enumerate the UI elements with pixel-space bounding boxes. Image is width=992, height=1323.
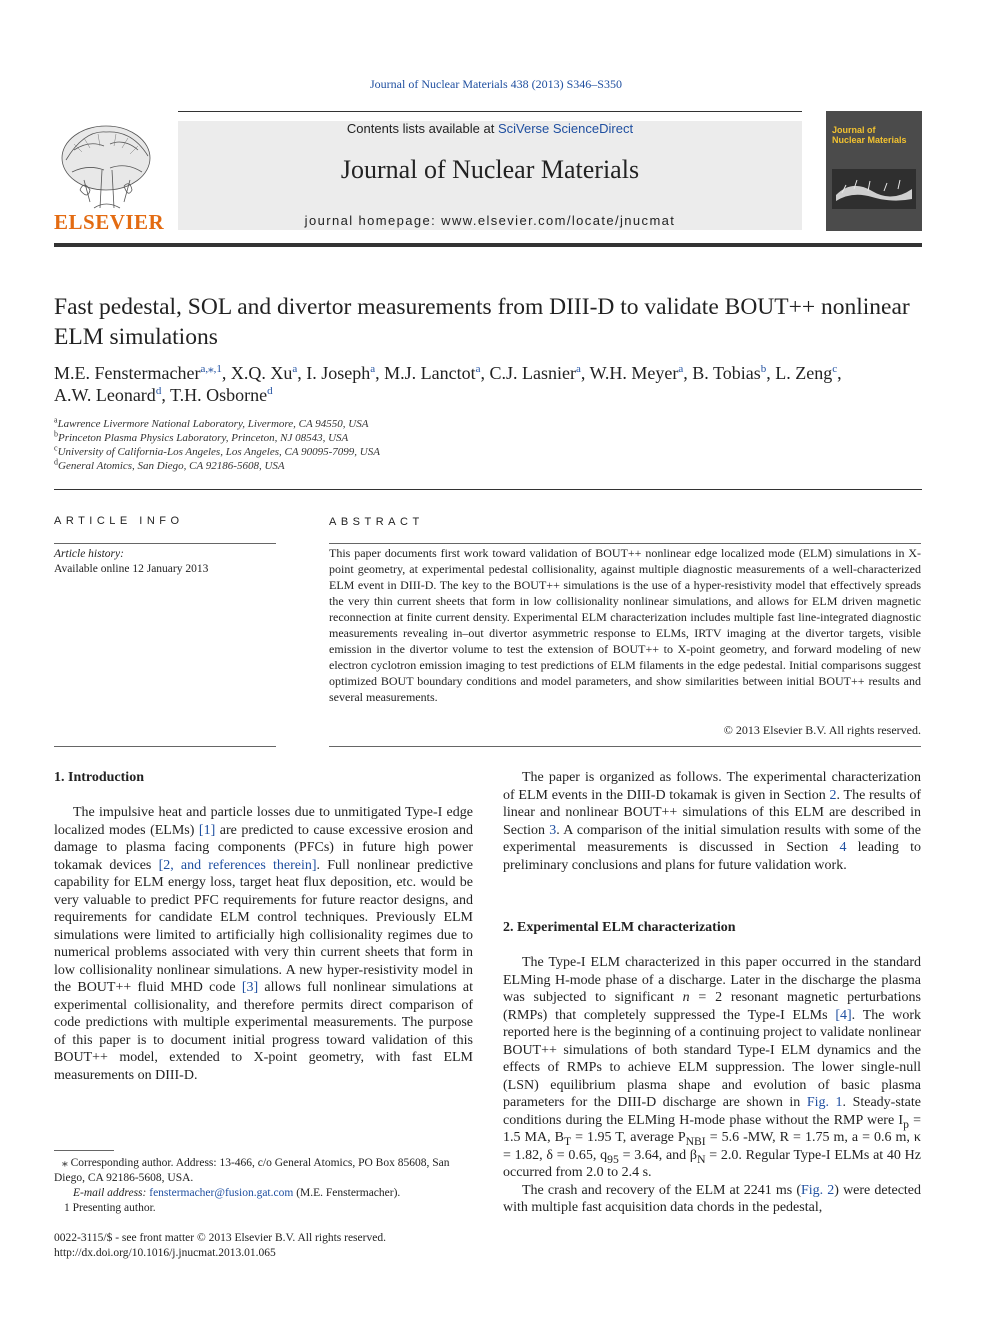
section-2-paragraph-2	[503, 1182, 921, 1217]
section-2-heading: 2. Experimental ELM characterization	[503, 920, 736, 935]
section-4-link[interactable]: 4	[839, 840, 847, 855]
author-separator: ,	[766, 363, 776, 383]
elsevier-wordmark: ELSEVIER	[54, 210, 165, 234]
author-list	[54, 362, 934, 406]
text-run: The impulsive heat and particle losses due to unmitigated Type-I edge localized modes (ELMs)	[54, 805, 473, 838]
author-affiliation-marker[interactable]: d	[267, 385, 273, 397]
author-affiliation-marker[interactable]: c	[832, 363, 838, 375]
text-run: . Steady-state conditions during the ELMing H-mode phase without the RMP were I	[503, 1095, 921, 1128]
affiliation-a	[54, 415, 654, 430]
article-history-value: Available online 12 January 2013	[54, 563, 209, 575]
section-2-link[interactable]: 2	[829, 787, 837, 803]
author-affiliation-marker[interactable]: d	[155, 385, 162, 397]
affiliation-key: d	[54, 457, 58, 467]
text-run: = 2.0. Regular Type-I ELMs at 40 Hz occurred from 2.0 to 2.4 s.	[503, 1147, 922, 1180]
intro-paragraph	[54, 804, 473, 1084]
text-run: = 1.5 MA, B	[503, 1112, 921, 1145]
section-2-paragraph	[503, 954, 921, 1182]
author-name[interactable]: X.Q. Xu	[230, 363, 293, 383]
abstract-bottom-rule	[329, 746, 921, 747]
author-affiliation-marker[interactable]: b	[760, 363, 767, 375]
affiliation-c	[54, 443, 654, 458]
subscript: T	[563, 1134, 572, 1148]
article-info-bottom-rule	[54, 746, 276, 747]
subscript: N	[697, 1152, 706, 1166]
contents-prefix: Contents lists available at	[346, 121, 498, 136]
affiliation-d	[54, 457, 654, 472]
corresponding-author-note: ⁎ Corresponding author. Address: 13-466, c/o General Atomics, PO Box 85608, San Diego, CA 92186-5608, USA.	[54, 1157, 450, 1184]
author-affiliation-marker[interactable]: a,⁎,1	[200, 363, 222, 375]
text-run: The crash and recovery of the ELM at 2241 ms (	[522, 1182, 801, 1198]
text-run: . A comparison of the initial simulation results with some of the experimental measurements is discussed in Section	[503, 822, 921, 855]
section-2-body	[503, 954, 921, 1217]
author-separator: ,	[375, 363, 385, 383]
text-run: ) were detected with multiple fast acquisition data chords in the pedestal,	[503, 1182, 922, 1215]
subscript: NBI	[685, 1134, 706, 1148]
sciencedirect-link[interactable]: SciVerse ScienceDirect	[497, 121, 634, 136]
author-name[interactable]: A.W. Leonard	[54, 385, 156, 405]
section-3-link[interactable]: 3	[549, 822, 557, 838]
ref-3-link[interactable]: [3]	[241, 980, 259, 995]
cover-title-line1: Journal of	[832, 125, 876, 135]
ref-4-link[interactable]: [4]	[835, 1007, 852, 1023]
article-info-rule	[54, 543, 276, 544]
organization-paragraph	[503, 769, 921, 874]
info-top-rule	[54, 489, 922, 490]
text-run: . The results of linear and nonlinear BOUT++ simulations of this ELM are described in Section	[503, 787, 921, 838]
affiliation-key: a	[54, 415, 58, 425]
text-run: leading to preliminary conclusions and plans for future validation work.	[503, 840, 921, 873]
email-owner: (M.E. Fenstermacher).	[293, 1187, 401, 1199]
journal-cover-image	[826, 111, 922, 231]
text-run: . Full nonlinear predictive capability for ELM energy loss, target heat flux deposition, etc. would be very valuable to predict PFC requirements for future reactor designs, and requirements for candidate ELM control techniques. Previously ELM simulations were limited to artificially high collisionality regimes due to numerical problems associated with very thin current sheets that form in low collisionality nonlinear simulations. A new hyper-resistivity model in the BOUT++ fluid MHD code	[54, 857, 473, 995]
author-affiliation-marker[interactable]: a	[475, 363, 481, 375]
journal-homepage[interactable]: journal homepage: www.elsevier.com/locate/jnucmat	[304, 213, 676, 228]
author-affiliation-marker[interactable]: a	[576, 363, 581, 375]
abstract-copyright: © 2013 Elsevier B.V. All rights reserved.	[723, 723, 921, 737]
text-run: = 2 resonant magnetic perturbations (RMPs) that completely suppressed the Type-I ELMs	[503, 990, 921, 1023]
affiliation-key: b	[54, 429, 58, 439]
text-run: The Type-I ELM characterized in this paper occurred in the standard ELMing H-mode phase of a discharge. Later in the discharge the plasma was subjected to significant	[503, 955, 921, 1005]
contents-line	[178, 121, 802, 136]
author-name[interactable]: T.H. Osborne	[170, 385, 268, 405]
author-name[interactable]: M.J. Lanctot	[384, 363, 476, 383]
author-separator: ,	[297, 363, 307, 383]
author-name[interactable]: I. Joseph	[306, 363, 371, 383]
abstract-text: This paper documents first work toward validation of BOUT++ nonlinear edge localized mode (ELM) simulations in X-point geometry, at experimental pedestal collisionality, against multiple diagnostic measurements of a well-characterized ELM event in DIII-D. The key to the BOUT++ simulations is the use of a hyper-resistivity model that effectively spreads the very thin current sheets that form in low collisionality nonlinear simulations, and allows for ELM driven magnetic reconnection at finite current density. Experimental ELM characterization includes multiple fast line-integrated diagnostic measurements revealing in–out divertor asymmetric response to ELMs, IRTV imaging at the divertor targets, visible emission in the divertor volume to test the extension of BOUT++ to X-point geometry, and forward modeling of new electron cyclotron emission imaging to test predictions of ELM filaments in the edge pedestal. Initial comparisons suggest optimized BOUT boundary conditions and model parameters, and show similarities between initial BOUT++ results and several measurements.	[329, 546, 921, 704]
section-1-body	[54, 804, 473, 1084]
affiliation-b	[54, 429, 654, 444]
ref-1-link[interactable]: [1]	[198, 822, 216, 838]
issn-line: 0022-3115/$ - see front matter © 2013 Elsevier B.V. All rights reserved.	[54, 1232, 386, 1244]
abstract-label: ABSTRACT	[329, 516, 424, 528]
abstract-rule	[329, 543, 921, 544]
article-info-label: ARTICLE INFO	[54, 515, 184, 527]
journal-title: Journal of Nuclear Materials	[340, 155, 640, 184]
affiliation-text: General Atomics, San Diego, CA 92186-5608, USA	[58, 460, 285, 472]
doi-link[interactable]: http://dx.doi.org/10.1016/j.jnucmat.2013.01.065	[54, 1247, 276, 1259]
subscript: 95	[607, 1152, 619, 1166]
affiliation-key: c	[54, 443, 58, 453]
cover-title-line2: Nuclear Materials	[832, 135, 907, 145]
author-name[interactable]: L. Zeng	[775, 363, 833, 383]
subscript: p	[903, 1117, 909, 1131]
author-separator: ,	[221, 363, 231, 383]
author-name[interactable]: B. Tobias	[692, 363, 761, 383]
affiliation-text: Princeton Plasma Physics Laboratory, Princeton, NJ 08543, USA	[58, 432, 349, 444]
section-1-heading: 1. Introduction	[54, 770, 144, 785]
affiliation-text: Lawrence Livermore National Laboratory, Livermore, CA 94550, USA	[57, 418, 369, 430]
email-note	[54, 1186, 474, 1201]
footnote-rule	[54, 1150, 114, 1151]
author-name[interactable]: M.E. Fenstermacher	[54, 363, 201, 383]
text-run: . The work reported here is the beginning of a continuing project to validate nonlinear BOUT++ simulations of both standard Type-I ELM dynamics and the effects of RMPs to achieve ELM suppression. The lower single-null (LSN) equilibrium plasma shape and evolution of basic plasma parameters for the DIII-D discharge are shown in	[503, 1007, 921, 1110]
author-name[interactable]: W.H. Meyer	[589, 363, 679, 383]
paper-title: Fast pedestal, SOL and divertor measurements from DIII-D to validate BOUT++ nonlinear ELM simulations	[54, 294, 910, 350]
presenting-author-note: 1 Presenting author.	[64, 1202, 156, 1214]
author-affiliation-marker[interactable]: a	[678, 363, 684, 375]
author-separator: ,	[480, 363, 490, 383]
author-affiliation-marker[interactable]: a	[370, 363, 376, 375]
text-run: = 3.64, and β	[618, 1147, 698, 1163]
article-history-label: Article history:	[54, 548, 124, 560]
email-label: E-mail address:	[73, 1187, 150, 1199]
cover-graphic	[832, 169, 916, 209]
text-run: = 1.95 T, average P	[571, 1130, 686, 1145]
author-affiliation-marker[interactable]: a	[292, 363, 298, 375]
author-separator: ,	[837, 363, 842, 383]
author-separator: ,	[683, 363, 693, 383]
header-top-rule	[178, 111, 802, 112]
email-link[interactable]: fenstermacher@fusion.gat.com	[149, 1187, 294, 1199]
text-run: = 5.6 -MW, R = 1.75 m, a = 0.6 m, κ = 1.82, δ = 0.65, q	[503, 1130, 921, 1163]
author-name[interactable]: C.J. Lasnier	[489, 363, 576, 383]
author-separator: ,	[580, 363, 590, 383]
ref-2-link[interactable]: [2, and references therein]	[158, 857, 317, 873]
fig-1-link[interactable]: Fig. 1	[806, 1095, 843, 1110]
affiliation-text: University of California-Los Angeles, Los Angeles, CA 90095-7099, USA	[57, 446, 380, 458]
fig-2-link[interactable]: Fig. 2	[801, 1182, 835, 1198]
text-run: allows full nonlinear simulations at experimental collisionality, and therefore permits direct comparison of code predictions with multiple experimental measurements. The purpose of this paper is to document initial progress toward validation of this BOUT++ model, extended to X-point geometry, with fast ELM measurements on DIII-D.	[54, 980, 473, 1083]
text-run: The paper is organized as follows. The experimental characterization of ELM events in the DIII-D tokamak is given in Section	[503, 770, 921, 803]
symbol-n: n	[682, 990, 690, 1005]
text-run: are predicted to cause excessive erosion and damage to plasma facing components (PFCs) in future high power tokamak devices	[54, 822, 473, 873]
author-separator: ,	[161, 385, 170, 405]
journal-reference[interactable]: Journal of Nuclear Materials 438 (2013) S346–S350	[370, 77, 622, 91]
header-thick-rule	[54, 243, 922, 247]
